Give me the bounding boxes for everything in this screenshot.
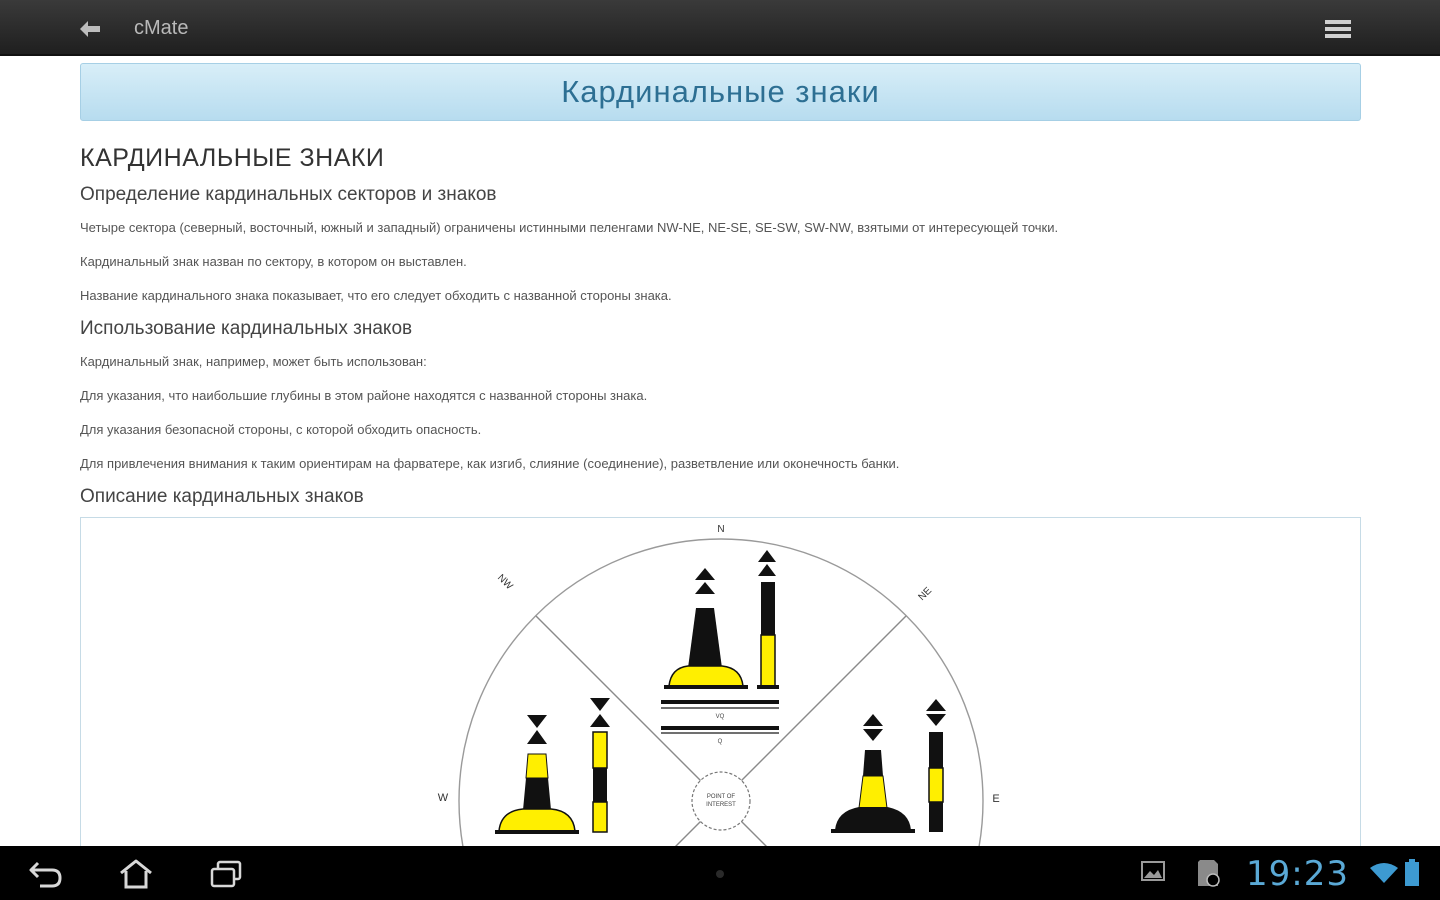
battery-status — [1404, 859, 1420, 892]
bar-label-vq: VQ — [715, 714, 725, 720]
cardinal-marks-diagram — [80, 517, 1361, 846]
battery-icon — [1404, 859, 1420, 887]
west-cardinal-spar — [590, 698, 610, 832]
menu-button[interactable] — [1318, 14, 1358, 44]
west-cardinal-buoy — [495, 715, 579, 834]
paragraph: Для указания безопасной стороны, с которой обходить опасность. — [80, 422, 482, 437]
section-title-description: Описание кардинальных знаков — [80, 486, 364, 507]
nav-back-icon — [28, 859, 64, 889]
east-cardinal-buoy — [831, 714, 915, 833]
nav-recent-apps-icon — [208, 859, 244, 889]
poi-label-line1: POINT OF — [706, 794, 736, 800]
action-bar — [0, 0, 1440, 56]
compass-label-n: N — [717, 524, 725, 535]
nav-recent-apps-button[interactable] — [200, 854, 252, 894]
sd-card-icon — [1194, 858, 1222, 888]
compass-label-e: E — [992, 793, 1000, 805]
compass-label-ne: NE — [916, 585, 935, 604]
page-banner: Кардинальные знаки — [80, 63, 1361, 121]
east-cardinal-spar — [926, 699, 946, 832]
gallery-notification[interactable] — [1140, 858, 1166, 889]
app-title: cMate — [134, 17, 189, 39]
north-cardinal-buoy — [664, 568, 748, 689]
paragraph: Для указания, что наибольшие глубины в этом районе находятся с названной стороны знака. — [80, 388, 648, 403]
paragraph: Кардинальный знак, например, может быть использован: — [80, 354, 427, 369]
paragraph: Кардинальный знак назван по сектору, в котором он выставлен. — [80, 254, 467, 269]
paragraph: Для привлечения внимания к таким ориентирам на фарватере, как изгиб, слияние (соединение), разветвление или оконечность банки. — [80, 456, 900, 471]
nav-back-button[interactable] — [20, 854, 72, 894]
hamburger-menu-icon — [1325, 19, 1351, 39]
nav-home-icon — [118, 858, 154, 890]
wifi-icon — [1370, 862, 1398, 884]
light-character-bars — [661, 700, 779, 745]
sd-card-notification[interactable] — [1194, 858, 1222, 893]
paragraph: Четыре сектора (северный, восточный, южный и западный) ограничены истинными пеленгами NW-NE, NE-SE, SE-SW, SW-NW, взятыми от интересующей точки. — [80, 220, 1059, 235]
paragraph: Название кардинального знака показывает, что его следует обходить с названной стороны знака. — [80, 288, 672, 303]
page-heading: КАРДИНАЛЬНЫЕ ЗНАКИ — [80, 144, 385, 172]
back-button[interactable] — [72, 14, 108, 44]
gallery-icon — [1140, 858, 1166, 884]
compass-label-nw: NW — [494, 572, 515, 593]
cardinal-diagram-svg — [81, 518, 1361, 846]
bar-label-q: Q — [717, 739, 723, 745]
page-indicator-dot — [716, 870, 724, 878]
section-title-usage: Использование кардинальных знаков — [80, 318, 413, 339]
poi-label-line2: INTEREST — [706, 802, 736, 808]
point-of-interest — [692, 772, 750, 830]
content-area[interactable] — [0, 58, 1440, 846]
compass-label-w: W — [437, 792, 449, 804]
system-navigation-bar — [0, 846, 1440, 900]
status-clock: 19:23 — [1246, 854, 1349, 894]
wifi-status — [1370, 862, 1398, 889]
nav-home-button[interactable] — [110, 854, 162, 894]
north-cardinal-spar — [757, 550, 779, 689]
back-arrow-icon — [79, 20, 101, 38]
section-title-definition: Определение кардинальных секторов и знаков — [80, 184, 497, 205]
